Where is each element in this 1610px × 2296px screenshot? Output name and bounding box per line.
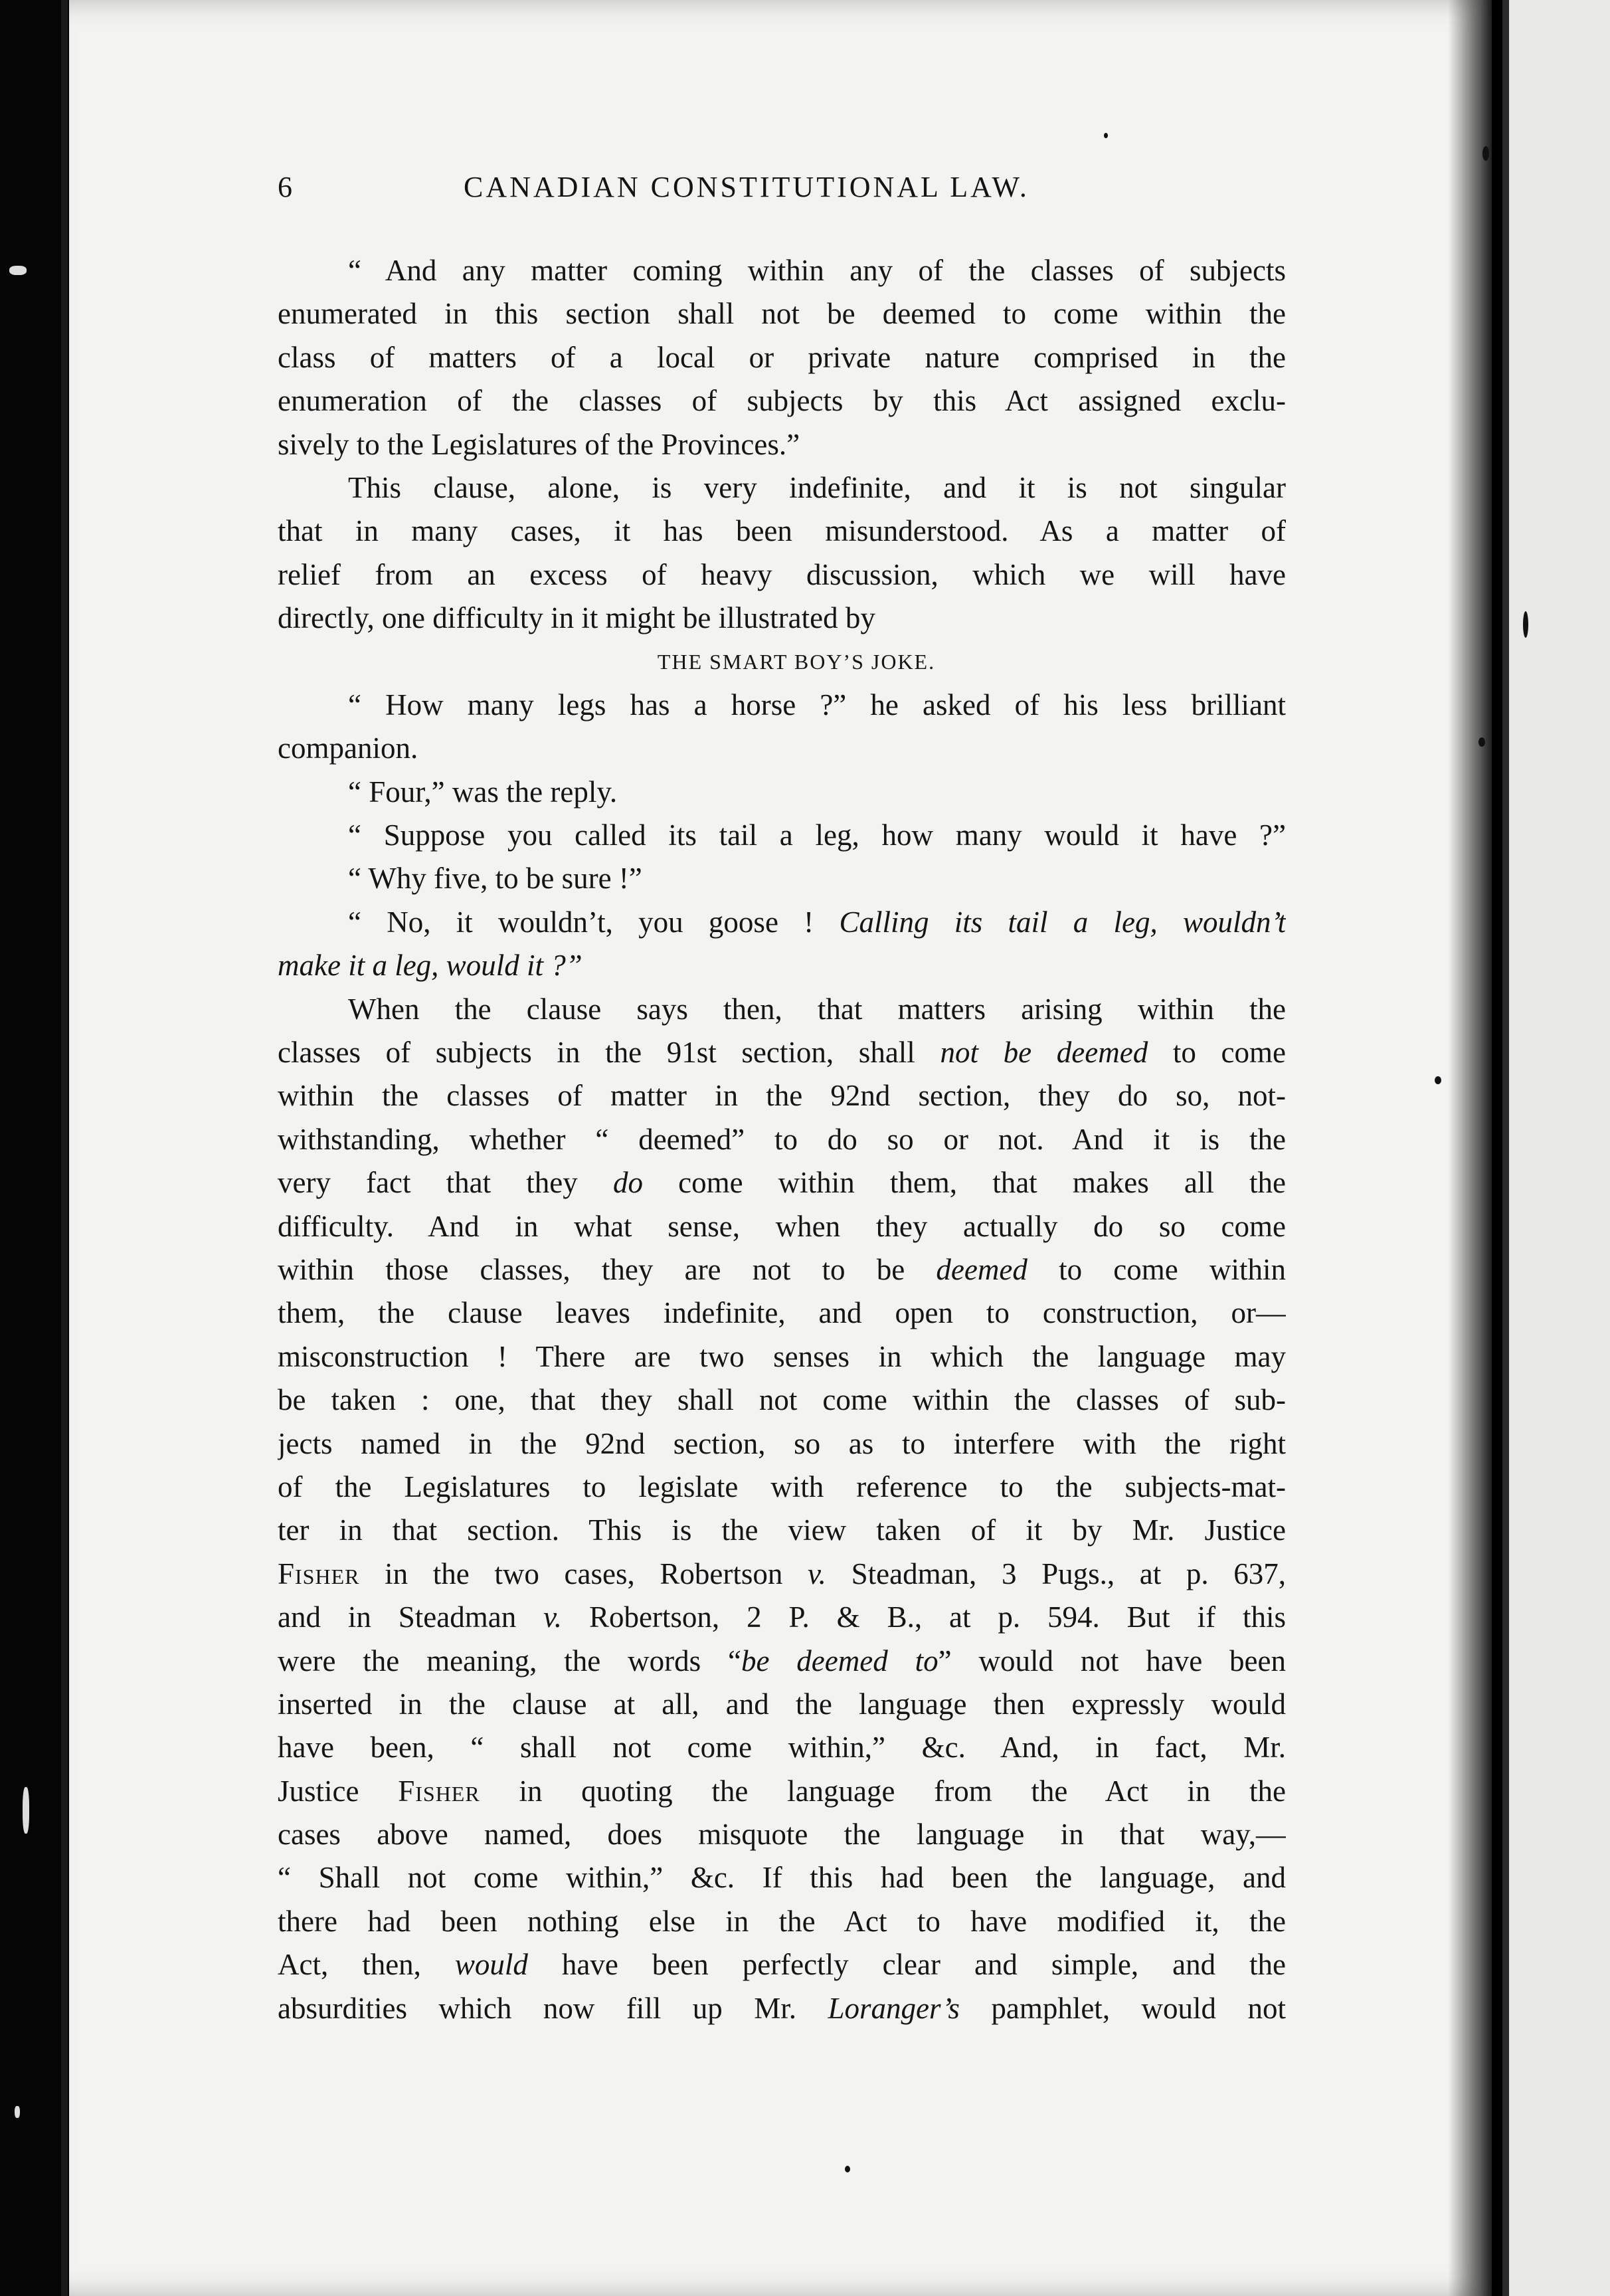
italic-run: would	[454, 1948, 528, 1982]
text-run: Act, then,	[278, 1948, 421, 1982]
text-run: Steadman, 3 Pugs., at p. 637,	[851, 1557, 1286, 1590]
text-run: “ No, it wouldn’t, you goose !	[348, 905, 814, 939]
text-line: “ Why five, to be sure !”	[348, 862, 642, 896]
text-run: Robertson, 2 P. & B., at p. 594. But if this	[588, 1600, 1286, 1634]
text-line	[278, 1031, 1286, 1074]
italic-run: v.	[808, 1557, 826, 1590]
text-run: within those classes, they are not to be	[278, 1252, 905, 1286]
text-line	[278, 901, 1286, 944]
text-line: When the clause says then, that matters arising within the	[348, 992, 1286, 1026]
italic-run: Calling its tail a leg, wouldn’t	[839, 905, 1286, 939]
text-run: in the two cases, Robertson	[385, 1557, 783, 1590]
text-line: there had been nothing else in the Act to have modified it, the	[278, 1904, 1286, 1938]
scan-speck	[845, 2166, 850, 2172]
text-line: have been, “ shall not come within,” &c. And, in fact, Mr.	[278, 1731, 1286, 1765]
text-run: classes of subjects in the 91st section, shall	[278, 1036, 915, 1070]
italic-run: be deemed to	[741, 1644, 939, 1677]
text-line: be taken : one, that they shall not come within the classes of sub-	[278, 1383, 1286, 1417]
scan-speck	[1523, 611, 1528, 638]
scan-speck	[1482, 146, 1489, 161]
scan-speck	[1104, 133, 1108, 138]
text-line	[278, 1596, 1286, 1639]
text-line: of the Legislatures to legislate with reference to the subjects-mat-	[278, 1470, 1286, 1503]
text-line: “ And any matter coming within any of the classes of subjects	[348, 254, 1286, 287]
text-run: absurdities which now fill up Mr.	[278, 1991, 797, 2025]
text-line	[278, 1943, 1286, 1986]
text-line: ter in that section. This is the view taken of it by Mr. Justice	[278, 1513, 1286, 1547]
text-line	[278, 1248, 1286, 1292]
page-number: 6	[278, 171, 292, 203]
scan-speck	[23, 1787, 29, 1834]
text-run: and in Steadman	[278, 1600, 517, 1634]
gutter-shadow	[1448, 0, 1494, 2296]
italic-run: Loranger’s	[828, 1991, 960, 2025]
text-line: difficulty. And in what sense, when they actually do so come	[278, 1209, 1286, 1243]
text-line	[278, 1161, 1286, 1204]
text-line: directly, one difficulty in it might be illustrated by	[278, 601, 875, 635]
scan-speck	[9, 266, 27, 275]
italic-run: deemed	[936, 1252, 1028, 1286]
text-run: in quoting the language from the Act in the	[519, 1774, 1286, 1808]
text-run: have been perfectly clear and simple, and the	[561, 1948, 1286, 1982]
facing-page-sliver	[1502, 0, 1610, 2296]
text-line: that in many cases, it has been misunderstood. As a matter of	[278, 514, 1286, 548]
italic-run: v.	[543, 1600, 563, 1634]
text-run: to come	[1172, 1036, 1286, 1070]
text-line: class of matters of a local or private nature comprised in the	[278, 340, 1286, 374]
running-title: CANADIAN CONSTITUTIONAL LAW.	[464, 171, 1029, 203]
text-line: inserted in the clause at all, and the language then expressly would	[278, 1687, 1286, 1721]
text-run: very fact that they	[278, 1166, 578, 1200]
text-run: pamphlet, would not	[991, 1991, 1286, 2025]
text-line: “ Shall not come within,” &c. If this had been the language, and	[278, 1861, 1286, 1895]
body-text	[278, 249, 1286, 2030]
text-line: jects named in the 92nd section, so as to interfere with the right	[278, 1426, 1286, 1460]
scan-speck	[1478, 737, 1485, 747]
italic-run: do	[612, 1166, 643, 1200]
text-run: Justice	[278, 1774, 359, 1808]
text-line: enumerated in this section shall not be deemed to come within the	[278, 297, 1286, 331]
small-caps-run: Fisher	[278, 1557, 360, 1590]
text-line: sively to the Legislatures of the Provinces.”	[278, 427, 800, 461]
facing-page-edge	[1502, 0, 1509, 2296]
scan-speck	[1435, 1076, 1441, 1084]
text-line: them, the clause leaves indefinite, and open to construction, or—	[278, 1296, 1286, 1330]
small-caps-run: Fisher	[398, 1774, 480, 1808]
italic-run: not be deemed	[940, 1036, 1148, 1070]
text-line: companion.	[278, 731, 418, 765]
text-line	[278, 1553, 1286, 1596]
scan-border-left	[0, 0, 69, 2296]
text-run: ” would not have been	[938, 1644, 1286, 1677]
scan-page-edge	[61, 0, 68, 2296]
text-line: relief from an excess of heavy discussion, which we will have	[278, 557, 1286, 591]
text-line: withstanding, whether “ deemed” to do so or not. And it is the	[278, 1122, 1286, 1156]
section-subheading: THE SMART BOY’S JOKE.	[657, 649, 936, 674]
gutter-line	[1492, 0, 1502, 2296]
text-line: enumeration of the classes of subjects by this Act assigned exclu-	[278, 384, 1286, 418]
text-line: cases above named, does misquote the language in that way,—	[278, 1818, 1286, 1852]
text-line	[278, 1987, 1286, 2030]
text-line: “ Four,” was the reply.	[348, 775, 618, 809]
text-line: “ How many legs has a horse ?” he asked of his less brilliant	[348, 688, 1286, 721]
text-line	[278, 1770, 1286, 1813]
text-run: to come within	[1059, 1252, 1286, 1286]
text-run: come within them, that makes all the	[678, 1166, 1286, 1200]
text-line	[278, 1640, 1286, 1683]
text-line: This clause, alone, is very indefinite, and it is not singular	[348, 470, 1286, 504]
text-line: make it a leg, would it ?”	[278, 949, 582, 983]
running-header	[278, 170, 1300, 210]
text-run: were the meaning, the words “	[278, 1644, 741, 1677]
text-line: misconstruction ! There are two senses in which the language may	[278, 1339, 1286, 1373]
scan-speck	[15, 2106, 20, 2118]
text-line: “ Suppose you called its tail a leg, how many would it have ?”	[348, 818, 1286, 852]
text-line: within the classes of matter in the 92nd section, they do so, not-	[278, 1079, 1286, 1113]
